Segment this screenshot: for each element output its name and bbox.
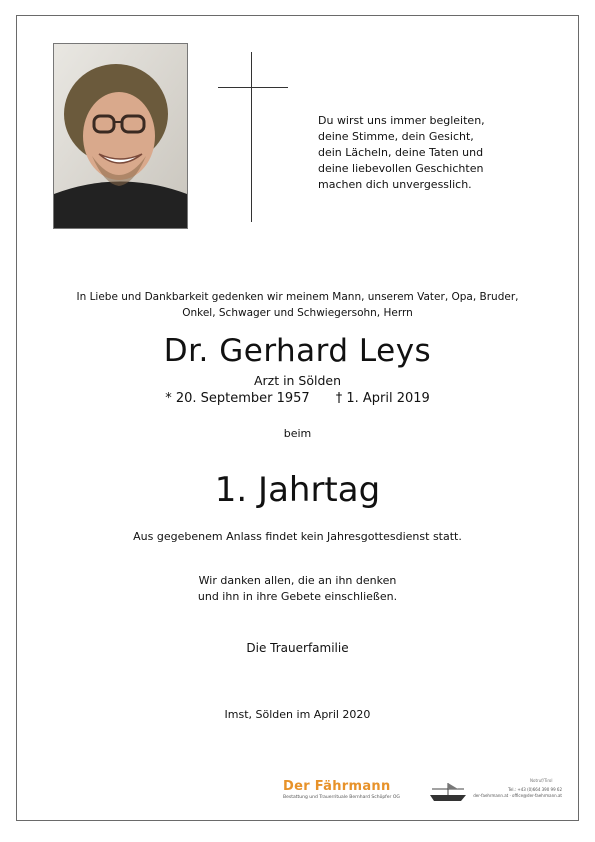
beim-text: beim [283, 427, 312, 440]
poem-line: dein Lächeln, deine Taten und [318, 146, 484, 159]
memorial-poem [318, 113, 485, 193]
death-date: † 1. April 2019 [335, 391, 430, 406]
thanks-line-1: Wir danken allen, die an ihn denken [198, 574, 397, 587]
intro-text [0, 289, 595, 321]
brand-subtitle: Bestattung und Trauerrituale Bernhard Schöpfer OG [283, 795, 400, 800]
thanks-text [0, 573, 595, 605]
contact-title: Notruf/Tirol [530, 778, 553, 783]
poem-line: deine liebevollen Geschichten [318, 162, 484, 175]
life-dates [0, 391, 595, 406]
contact-phone: Tel.: +43 (0)664 390 99 62 [508, 787, 562, 792]
service-note: Aus gegebenem Anlass findet kein Jahresgottesdienst statt. [133, 530, 462, 543]
thanks-line-2: und ihn in ihre Gebete einschließen. [197, 590, 398, 603]
place-date: Imst, Sölden im April 2020 [224, 708, 371, 721]
birth-date: * 20. September 1957 [165, 391, 310, 406]
contact-info [470, 787, 562, 799]
poem-line: deine Stimme, dein Gesicht, [318, 130, 474, 143]
deceased-name: Dr. Gerhard Leys [163, 333, 432, 369]
intro-line-2: Onkel, Schwager und Schwiegersohn, Herrn [182, 307, 413, 319]
ferry-boat-icon [428, 781, 468, 803]
cross-horizontal [218, 87, 288, 88]
funeral-home-logo [283, 779, 400, 800]
brand-name: Der Fährmann [283, 779, 391, 794]
family-signature: Die Trauerfamilie [246, 641, 349, 655]
portrait-photo [53, 43, 188, 229]
intro-line-1: In Liebe und Dankbarkeit gedenken wir meinem Mann, unserem Vater, Opa, Bruder, [76, 291, 519, 303]
occasion-title: 1. Jahrtag [214, 470, 381, 510]
poem-line: machen dich unvergesslich. [318, 178, 472, 191]
cross-vertical [251, 52, 252, 222]
deceased-role: Arzt in Sölden [253, 373, 342, 388]
contact-web: der-faehrmann.at · office@der-faehrmann.at [473, 793, 562, 798]
poem-line: Du wirst uns immer begleiten, [318, 114, 485, 127]
